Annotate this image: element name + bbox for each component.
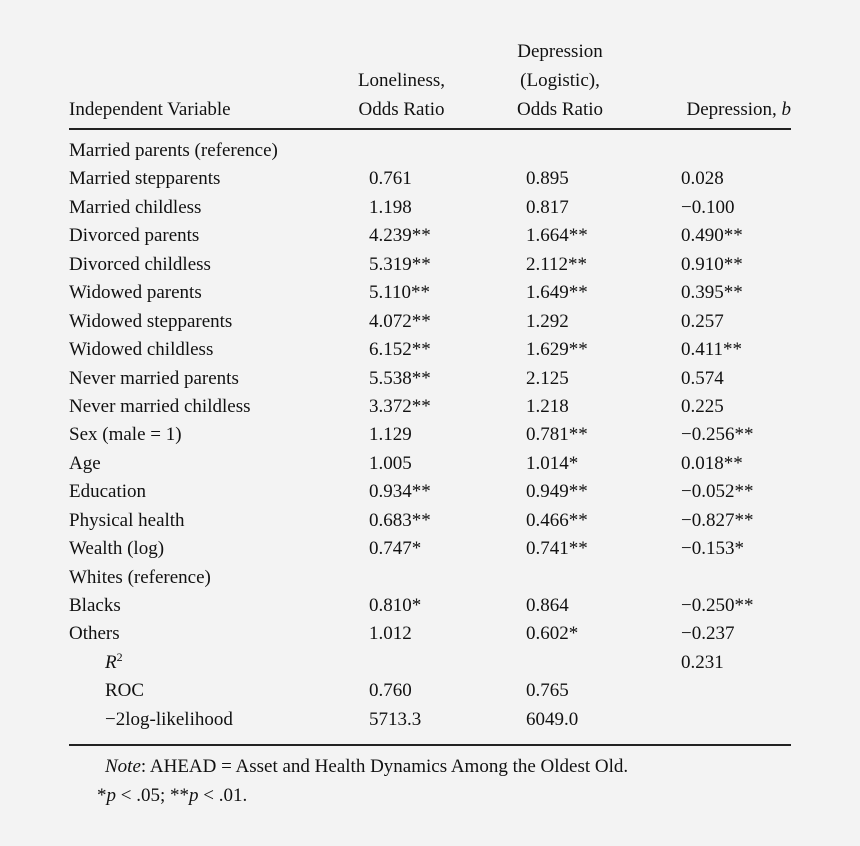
table-row	[69, 592, 791, 620]
sig-rest1: < .05; **	[116, 785, 189, 806]
table-row	[69, 450, 791, 478]
row-label: Widowed stepparents	[69, 310, 233, 332]
table-row	[69, 393, 791, 421]
table-row	[69, 507, 791, 535]
row-depression-logistic: 1.014*	[526, 452, 579, 474]
row-label: Divorced parents	[69, 225, 200, 247]
row-depression-logistic: 1.649**	[526, 282, 588, 304]
row-depression-logistic: 0.466**	[526, 509, 588, 531]
row-label: Married childless	[69, 196, 202, 218]
row-depression-logistic: 2.112**	[526, 253, 588, 275]
row-depression-logistic: 0.864	[526, 595, 569, 616]
row-depression-b: 0.490**	[681, 225, 743, 247]
table-row	[69, 308, 791, 336]
sig-p2: p	[189, 785, 199, 806]
table-row	[69, 251, 791, 279]
table-row	[69, 564, 791, 592]
header-loneliness: Loneliness, Odds Ratio	[357, 70, 446, 120]
note-line-significance	[97, 781, 797, 810]
row-depression-b: 0.257	[681, 310, 724, 332]
row-label: Never married childless	[69, 395, 251, 417]
header-depression-b-prefix: Depression,	[686, 99, 782, 120]
row-label: Physical health	[69, 509, 185, 531]
bottom-rule	[69, 744, 791, 746]
row-loneliness: 1.129	[369, 424, 412, 446]
row-depression-b: −0.250**	[681, 595, 754, 616]
table-body	[69, 130, 791, 744]
row-loneliness: 0.747*	[369, 538, 422, 560]
note-line-abbreviation	[97, 752, 797, 781]
row-depression-logistic: 0.602*	[526, 623, 579, 645]
row-depression-b: 0.225	[681, 395, 724, 417]
row-label: Others	[69, 623, 120, 645]
row-label: Wealth (log)	[69, 538, 165, 560]
row-label: Blacks	[69, 595, 121, 616]
r2-label	[105, 649, 123, 677]
row-depression-logistic: 1.629**	[526, 339, 588, 361]
row-depression-logistic: 1.218	[526, 395, 569, 417]
row-loneliness: 1.012	[369, 623, 412, 645]
row-loneliness: 5.319**	[369, 253, 431, 275]
roc-loneliness: 0.760	[369, 680, 412, 702]
header-depression-b	[687, 95, 791, 124]
row-depression-logistic: 1.664**	[526, 225, 588, 247]
table-row	[69, 478, 791, 506]
note-label: Note	[105, 756, 141, 777]
table-header	[69, 36, 791, 128]
regression-table	[69, 36, 791, 746]
row-loneliness: 3.372**	[369, 395, 431, 417]
row-depression-logistic: 0.895	[526, 168, 569, 190]
row-label: Age	[69, 452, 101, 474]
row-depression-b: −0.827**	[681, 509, 754, 531]
row-depression-b: 0.018**	[681, 452, 743, 474]
row-label: Education	[69, 481, 147, 503]
row-depression-b: 0.574	[681, 367, 724, 389]
row-loneliness: 6.152**	[369, 339, 431, 361]
table-row	[69, 137, 791, 165]
r2-depression-b: 0.231	[681, 651, 724, 673]
loglik-label: −2log-likelihood	[105, 708, 233, 730]
loglik-depression-logistic: 6049.0	[526, 708, 579, 730]
row-loneliness: 0.683**	[369, 509, 431, 531]
row-depression-b: −0.052**	[681, 481, 754, 503]
row-label: Never married parents	[69, 367, 239, 389]
header-depression-b-symbol: b	[781, 99, 791, 120]
r2-superscript: 2	[116, 649, 123, 664]
row-depression-logistic: 0.781**	[526, 424, 588, 446]
table-row-r2	[69, 649, 791, 677]
row-loneliness: 1.198	[369, 196, 412, 218]
row-depression-logistic: 2.125	[526, 367, 569, 389]
row-loneliness: 4.072**	[369, 310, 431, 332]
sig-p1: p	[106, 785, 116, 806]
table-row-roc	[69, 677, 791, 705]
row-label: Whites (reference)	[69, 566, 211, 588]
loglik-loneliness: 5713.3	[369, 708, 422, 730]
table-row	[69, 194, 791, 222]
row-depression-logistic: 0.817	[526, 196, 569, 218]
row-depression-b: −0.256**	[681, 424, 754, 446]
table-row	[69, 279, 791, 307]
row-depression-b: −0.100	[681, 196, 735, 218]
table-row	[69, 421, 791, 449]
row-label: Sex (male = 1)	[69, 424, 182, 446]
row-loneliness: 4.239**	[369, 225, 431, 247]
row-label: Married stepparents	[69, 168, 221, 190]
table-row-loglik	[69, 706, 791, 734]
row-depression-b: −0.237	[681, 623, 735, 645]
row-loneliness: 5.110**	[369, 282, 431, 304]
row-loneliness: 5.538**	[369, 367, 431, 389]
table-note	[97, 752, 797, 810]
table-row	[69, 620, 791, 648]
table-row	[69, 222, 791, 250]
header-depression-logistic: Depression (Logistic), Odds Ratio	[516, 41, 604, 120]
note-text: : AHEAD = Asset and Health Dynamics Among the Oldest Old.	[140, 756, 629, 777]
sig-star: *	[97, 785, 107, 806]
row-label: Divorced childless	[69, 253, 211, 275]
row-depression-logistic: 0.741**	[526, 538, 588, 560]
table-row	[69, 535, 791, 563]
row-loneliness: 1.005	[369, 452, 412, 474]
roc-label: ROC	[105, 680, 145, 702]
row-depression-b: 0.910**	[681, 253, 743, 275]
row-depression-b: −0.153*	[681, 538, 744, 560]
row-depression-b: 0.028	[681, 168, 724, 190]
row-label: Married parents (reference)	[69, 140, 278, 161]
row-label: Widowed parents	[69, 282, 202, 304]
row-depression-logistic: 0.949**	[526, 481, 588, 503]
table-row	[69, 165, 791, 193]
row-loneliness: 0.810*	[369, 595, 422, 616]
table-row	[69, 365, 791, 393]
sig-rest2: < .01.	[198, 785, 248, 806]
row-depression-b: 0.411**	[681, 339, 743, 361]
row-label: Widowed childless	[69, 339, 214, 361]
row-depression-logistic: 1.292	[526, 310, 569, 332]
r2-symbol: R	[105, 651, 117, 673]
row-depression-b: 0.395**	[681, 282, 743, 304]
row-loneliness: 0.761	[369, 168, 412, 190]
row-loneliness: 0.934**	[369, 481, 431, 503]
roc-depression-logistic: 0.765	[526, 680, 569, 702]
table-row	[69, 336, 791, 364]
header-independent-variable: Independent Variable	[69, 99, 231, 120]
